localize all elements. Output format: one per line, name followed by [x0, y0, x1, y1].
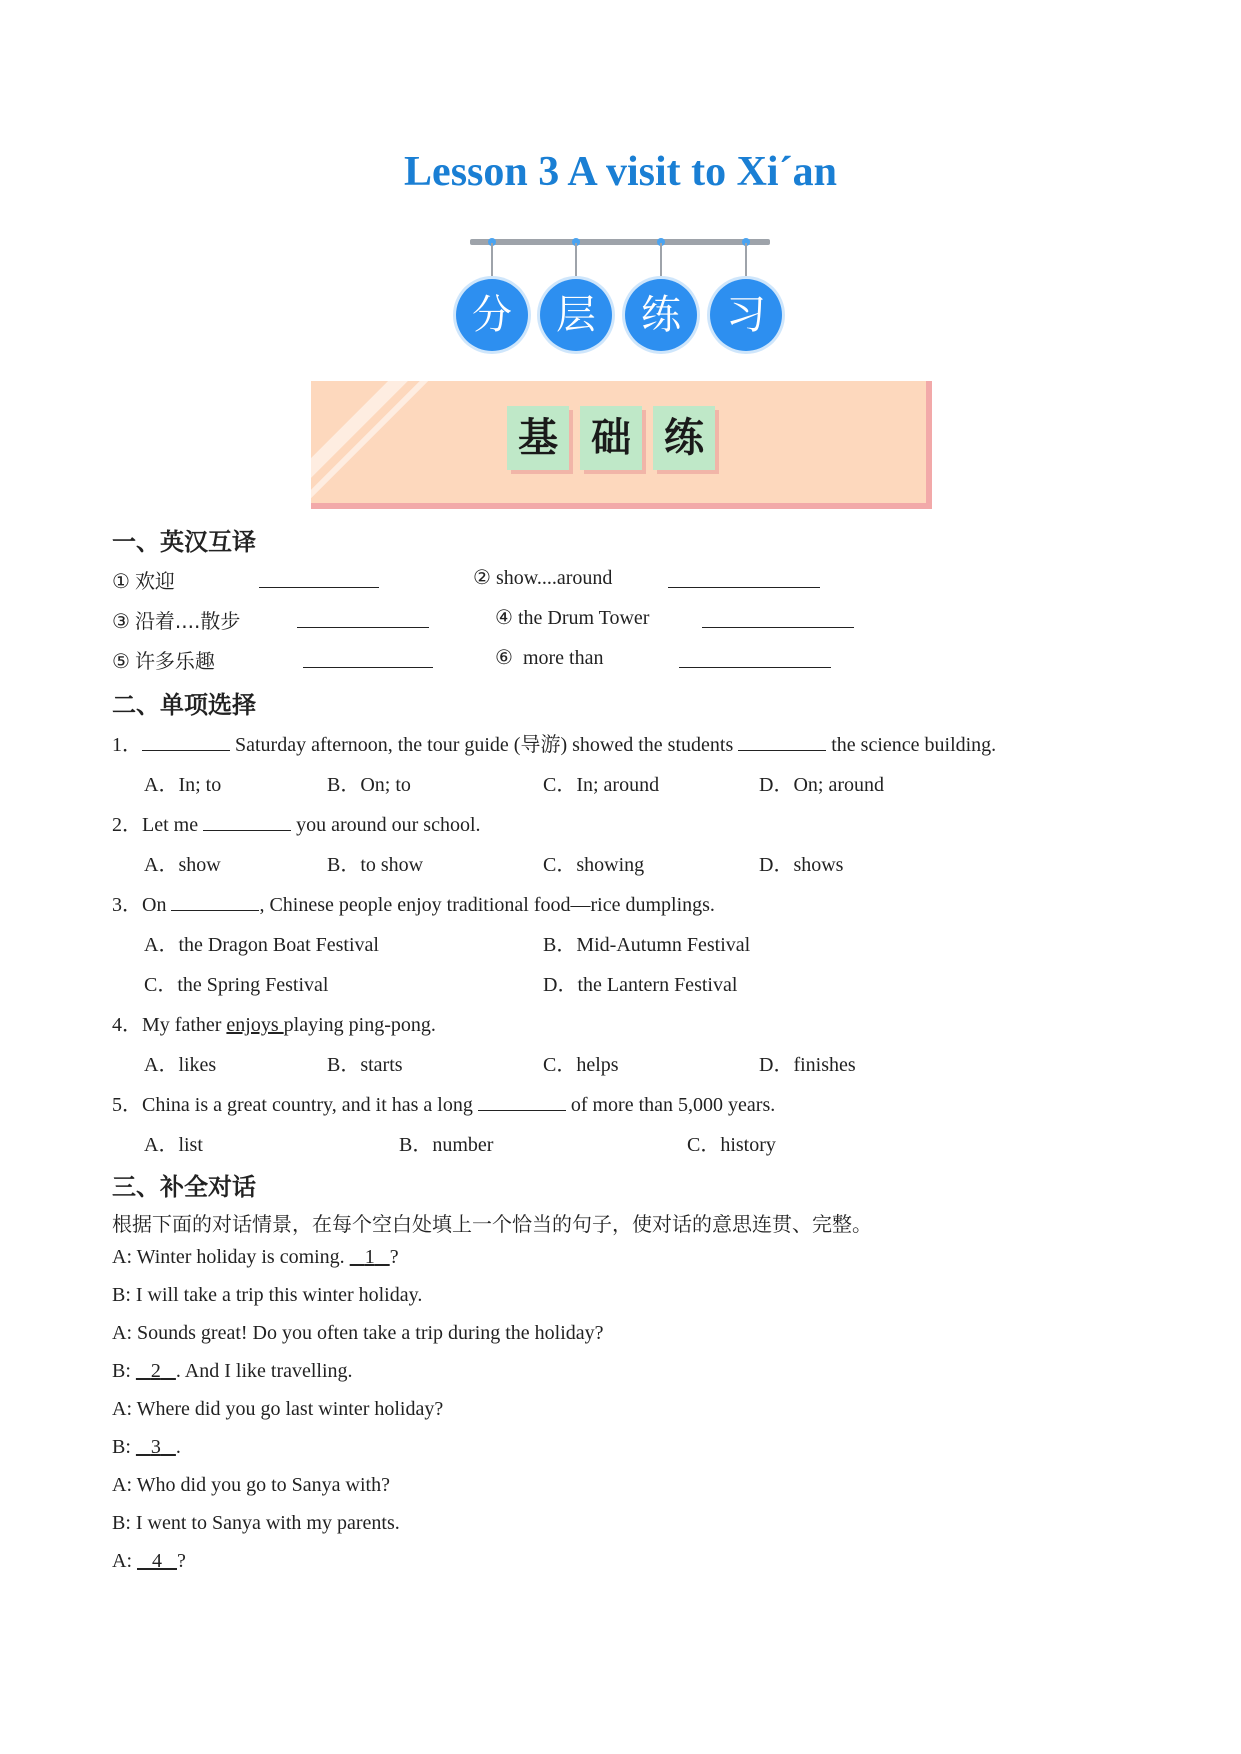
- answer-blank[interactable]: [171, 890, 259, 911]
- option[interactable]: B．starts: [327, 1054, 403, 1076]
- hanger-string: [575, 243, 577, 281]
- option[interactable]: B．to show: [327, 854, 424, 876]
- dialogue-line-5: A: Where did you go last winter holiday?: [112, 1398, 444, 1420]
- option[interactable]: C．history: [687, 1134, 776, 1156]
- answer-blank[interactable]: [478, 1090, 566, 1111]
- dialogue-line-4: B: 2 . And I like travelling.: [112, 1360, 353, 1382]
- hanger-string: [660, 243, 662, 281]
- answer-blank[interactable]: [303, 647, 433, 668]
- dialogue-line-2: B: I will take a trip this winter holiday.: [112, 1284, 423, 1306]
- instruction-text: 根据下面的对话情景，在每个空白处填上一个恰当的句子，使对话的意思连贯、完整。: [112, 1212, 872, 1236]
- question-2: 2．Let me you around our school.: [112, 808, 481, 837]
- section-heading-3: 三、补全对话: [112, 1173, 256, 1201]
- underlined-word: enjoys: [226, 1014, 284, 1036]
- vocab-item-5: ⑤ 许多乐趣: [112, 649, 215, 673]
- section-heading-1: 一、英汉互译: [112, 528, 256, 556]
- hanger-string: [745, 243, 747, 281]
- banner-tile-2: 础: [580, 406, 642, 470]
- option[interactable]: D．finishes: [759, 1054, 856, 1076]
- page-title: Lesson 3 A visit to Xi´an: [404, 149, 837, 195]
- option[interactable]: A．show: [144, 854, 221, 876]
- option[interactable]: A．the Dragon Boat Festival: [144, 934, 379, 956]
- hanger-bar: [470, 239, 770, 245]
- option[interactable]: C．helps: [543, 1054, 619, 1076]
- dialogue-line-7: A: Who did you go to Sanya with?: [112, 1474, 390, 1496]
- header-circle-4: 习: [710, 279, 782, 351]
- vocab-item-2: ② show....around: [473, 567, 613, 589]
- answer-blank[interactable]: [142, 730, 230, 751]
- answer-blank[interactable]: [702, 607, 854, 628]
- dialogue-line-1: A: Winter holiday is coming. 1 ?: [112, 1246, 399, 1268]
- dialogue-blank[interactable]: 1: [364, 1246, 375, 1268]
- option[interactable]: A．list: [144, 1134, 203, 1156]
- dialogue-blank[interactable]: 3: [150, 1436, 161, 1458]
- dialogue-line-6: B: 3 .: [112, 1436, 181, 1458]
- option[interactable]: B．On; to: [327, 774, 411, 796]
- option[interactable]: D．shows: [759, 854, 844, 876]
- vocab-item-1: ① 欢迎: [112, 569, 175, 593]
- header-circle-1: 分: [456, 279, 528, 351]
- answer-blank[interactable]: [668, 567, 820, 588]
- banner-tile-1: 基: [507, 406, 569, 470]
- answer-blank[interactable]: [738, 730, 826, 751]
- header-circle-3: 练: [625, 279, 697, 351]
- question-5: 5．China is a great country, and it has a long of more than 5,000 years.: [112, 1088, 775, 1117]
- dialogue-line-9: A: 4 ?: [112, 1550, 186, 1572]
- answer-blank[interactable]: [203, 810, 291, 831]
- question-4: 4．My father enjoys playing ping-pong.: [112, 1014, 436, 1036]
- question-3: 3．On , Chinese people enjoy traditional food—rice dumplings.: [112, 888, 715, 917]
- option[interactable]: C．the Spring Festival: [144, 974, 329, 996]
- section-heading-2: 二、单项选择: [112, 691, 256, 719]
- option[interactable]: B．Mid-Autumn Festival: [543, 934, 751, 956]
- option[interactable]: A．likes: [144, 1054, 217, 1076]
- hanger-string: [491, 243, 493, 281]
- dialogue-blank[interactable]: 2: [150, 1360, 161, 1382]
- option[interactable]: C．In; around: [543, 774, 660, 796]
- option[interactable]: B．number: [399, 1134, 494, 1156]
- banner-tile-3: 练: [653, 406, 715, 470]
- header-circle-2: 层: [540, 279, 612, 351]
- question-1: 1． Saturday afternoon, the tour guide (导游) showed the students the science building.: [112, 728, 996, 757]
- option[interactable]: C．showing: [543, 854, 645, 876]
- option[interactable]: D．On; around: [759, 774, 884, 796]
- dialogue-line-8: B: I went to Sanya with my parents.: [112, 1512, 400, 1534]
- vocab-item-4: ④ the Drum Tower: [495, 607, 650, 629]
- vocab-item-6: ⑥ more than: [495, 647, 604, 669]
- answer-blank[interactable]: [259, 567, 379, 588]
- dialogue-blank[interactable]: 4: [152, 1550, 162, 1572]
- dialogue-line-3: A: Sounds great! Do you often take a trip during the holiday?: [112, 1322, 604, 1344]
- option[interactable]: A．In; to: [144, 774, 222, 796]
- answer-blank[interactable]: [679, 647, 831, 668]
- vocab-item-3: ③ 沿着....散步: [112, 609, 241, 633]
- option[interactable]: D．the Lantern Festival: [543, 974, 738, 996]
- answer-blank[interactable]: [297, 607, 429, 628]
